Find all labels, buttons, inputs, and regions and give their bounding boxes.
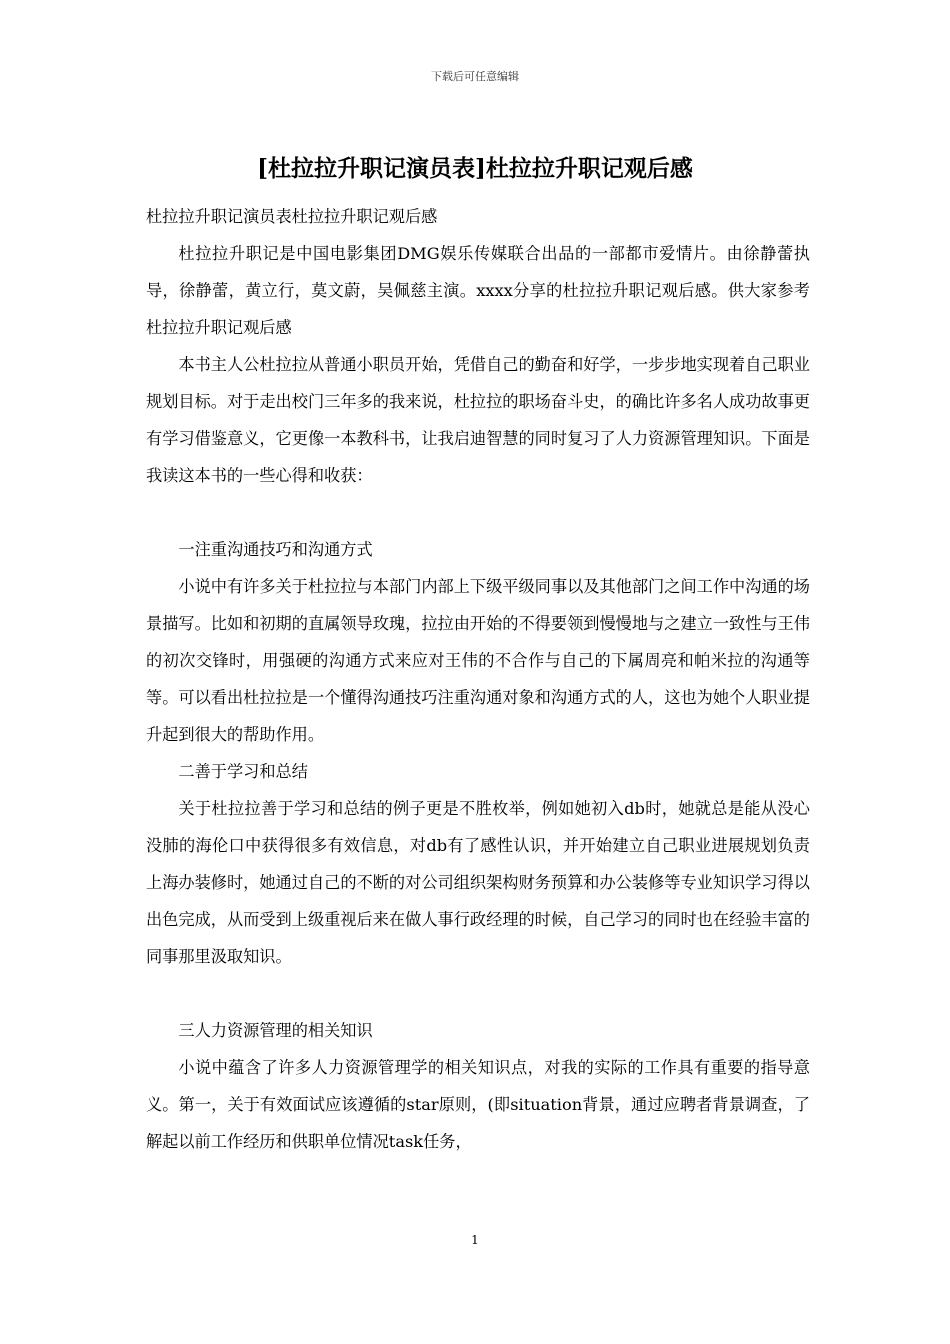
document-body [146,198,810,1160]
paragraph-section-2: 关于杜拉拉善于学习和总结的例子更是不胜枚举，例如她初入db时，她就总是能从没心没肺的海伦口中获得很多有效信息，对db有了感性认识，并开始建立自己职业进展规划负责上海办装修时，她通过自己的不断的对公司组织架构财务预算和办公装修等专业知识学习得以出色完成，从而受到上级重视后来在做人事行政经理的时候，自己学习的同时也在经验丰富的同事那里汲取知识。 [146,799,810,966]
section-heading-1: 一注重沟通技巧和沟通方式 [178,540,373,559]
paragraph-summary: 本书主人公杜拉拉从普通小职员开始，凭借自己的勤奋和好学，一步步地实现着自己职业规划目标。对于走出校门三年多的我来说，杜拉拉的职场奋斗史，的确比许多名人成功故事更有学习借鉴意义，它更像一本教科书，让我启迪智慧的同时复习了人力资源管理知识。下面是我读这本书的一些心得和收获： [146,355,810,485]
page-number: 1 [471,1233,479,1247]
paragraph-intro: 杜拉拉升职记是中国电影集团DMG娱乐传媒联合出品的一部都市爱情片。由徐静蕾执导，徐静蕾，黄立行，莫文蔚，吴佩慈主演。xxxx分享的杜拉拉升职记观后感。供大家参考杜拉拉升职记观后感 [146,244,810,337]
section-heading-3: 三人力资源管理的相关知识 [178,1021,373,1040]
header-note: 下载后可任意编辑 [431,70,519,83]
subtitle: 杜拉拉升职记演员表杜拉拉升职记观后感 [146,207,438,226]
paragraph-section-3: 小说中蕴含了许多人力资源管理学的相关知识点，对我的实际的工作具有重要的指导意义。第一，关于有效面试应该遵循的star原则，(即situation背景，通过应聘者背景调查，了解起以前工作经历和供职单位情况task任务， [146,1058,810,1151]
document-title: [杜拉拉升职记演员表]杜拉拉升职记观后感 [257,155,693,182]
section-heading-2: 二善于学习和总结 [178,762,308,781]
paragraph-section-1: 小说中有许多关于杜拉拉与本部门内部上下级平级同事以及其他部门之间工作中沟通的场景描写。比如和初期的直属领导玫瑰，拉拉由开始的不得要领到慢慢地与之建立一致性与王伟的初次交锋时，用强硬的沟通方式来应对王伟的不合作与自己的下属周亮和帕米拉的沟通等等。可以看出杜拉拉是一个懂得沟通技巧注重沟通对象和沟通方式的人，这也为她个人职业提升起到很大的帮助作用。 [146,577,810,744]
